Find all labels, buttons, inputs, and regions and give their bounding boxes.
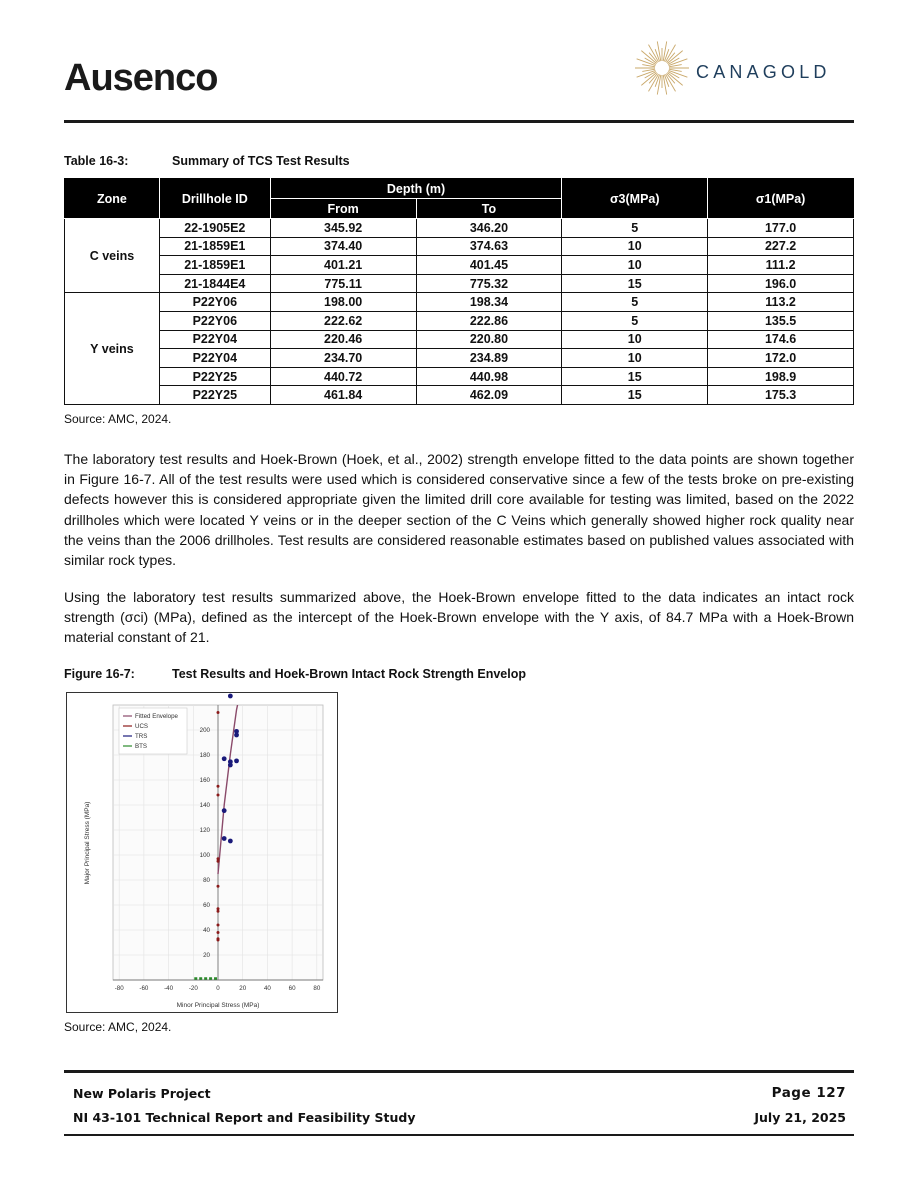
zone-cell: Y veins xyxy=(65,293,160,405)
sunburst-ray xyxy=(663,75,666,95)
sunburst-icon xyxy=(635,41,689,94)
drillhole-cell: 21-1859E1 xyxy=(159,256,270,275)
header-zone: Zone xyxy=(65,179,160,219)
from-cell: 461.84 xyxy=(270,386,416,405)
sigma1-cell: 113.2 xyxy=(708,293,854,312)
header-to: To xyxy=(416,199,562,219)
hoek-brown-chart xyxy=(66,692,338,1013)
ucs-point xyxy=(217,939,220,942)
to-cell: 462.09 xyxy=(416,386,562,405)
paragraph-rock-strength: Using the laboratory test results summarized above, the Hoek-Brown envelope fitted to the data indicates an intact rock strength (σci) (MPa), defined as the intercept of the Hoek-Brown envelope with the Y axis, of 84.7 MPa with a Hoek-Brown material constant of 21. xyxy=(64,589,854,646)
sigma1-cell: 227.2 xyxy=(708,237,854,256)
sigma1-cell: 111.2 xyxy=(708,256,854,275)
bts-point xyxy=(199,977,202,980)
drillhole-cell: P22Y06 xyxy=(159,293,270,312)
trs-point xyxy=(222,808,227,813)
drillhole-cell: P22Y06 xyxy=(159,311,270,330)
x-tick-label: -60 xyxy=(139,985,149,992)
to-cell: 234.89 xyxy=(416,349,562,368)
sunburst-ray xyxy=(657,41,660,61)
y-tick-label: 20 xyxy=(203,952,210,959)
ucs-point xyxy=(217,910,220,913)
drillhole-cell: P22Y04 xyxy=(159,349,270,368)
bts-point xyxy=(204,977,207,980)
legend-label: TRS xyxy=(135,733,148,741)
ucs-point xyxy=(217,885,220,888)
y-tick-label: 100 xyxy=(199,852,210,859)
drillhole-cell: 22-1905E2 xyxy=(159,219,270,238)
from-cell: 220.46 xyxy=(270,330,416,349)
x-tick-label: 40 xyxy=(263,985,271,992)
y-tick-label: 60 xyxy=(203,902,210,909)
ucs-point xyxy=(217,860,220,863)
header-rule xyxy=(64,120,854,123)
drillhole-cell: P22Y04 xyxy=(159,330,270,349)
x-tick-label: -20 xyxy=(188,985,198,992)
x-tick-label: 20 xyxy=(239,985,247,992)
x-tick-label: 60 xyxy=(288,985,296,992)
table-row xyxy=(65,349,854,368)
y-tick-label: 200 xyxy=(199,727,210,734)
legend-label: BTS xyxy=(135,743,148,751)
drillhole-cell: P22Y25 xyxy=(159,386,270,405)
to-cell: 440.98 xyxy=(416,367,562,386)
header-from: From xyxy=(270,199,416,219)
sigma3-cell: 5 xyxy=(562,311,708,330)
legend-label: Fitted Envelope xyxy=(135,713,178,721)
bts-point xyxy=(214,977,217,980)
figure-source: Source: AMC, 2024. xyxy=(64,1020,172,1034)
drillhole-cell: P22Y25 xyxy=(159,367,270,386)
sigma1-cell: 177.0 xyxy=(708,219,854,238)
footer-report: NI 43-101 Technical Report and Feasibility Study xyxy=(73,1110,416,1125)
sigma1-cell: 196.0 xyxy=(708,274,854,293)
sigma1-cell: 174.6 xyxy=(708,330,854,349)
ucs-point xyxy=(217,794,220,797)
header-sigma1: σ1(MPa) xyxy=(708,179,854,219)
ucs-point xyxy=(217,924,220,927)
to-cell: 401.45 xyxy=(416,256,562,275)
drillhole-cell: 21-1844E4 xyxy=(159,274,270,293)
to-cell: 346.20 xyxy=(416,219,562,238)
header-sigma3: σ3(MPa) xyxy=(562,179,708,219)
sigma3-cell: 10 xyxy=(562,330,708,349)
tcs-results-table xyxy=(64,178,854,405)
footer-rule-bottom xyxy=(64,1134,854,1136)
legend-label: UCS xyxy=(135,723,149,731)
from-cell: 775.11 xyxy=(270,274,416,293)
sigma1-cell: 172.0 xyxy=(708,349,854,368)
bts-point xyxy=(194,977,197,980)
chart-xlabel: Minor Principal Stress (MPa) xyxy=(176,1002,260,1009)
table-row xyxy=(65,386,854,405)
table-caption-title: Summary of TCS Test Results xyxy=(172,154,350,168)
to-cell: 198.34 xyxy=(416,293,562,312)
sigma3-cell: 5 xyxy=(562,293,708,312)
from-cell: 198.00 xyxy=(270,293,416,312)
to-cell: 775.32 xyxy=(416,274,562,293)
sigma3-cell: 15 xyxy=(562,274,708,293)
canagold-logo-text: CANAGOLD xyxy=(696,62,831,82)
from-cell: 401.21 xyxy=(270,256,416,275)
figure-caption xyxy=(64,667,526,681)
sunburst-ray xyxy=(657,75,660,95)
from-cell: 345.92 xyxy=(270,219,416,238)
table-row xyxy=(65,293,854,312)
sigma3-cell: 10 xyxy=(562,237,708,256)
y-tick-label: 160 xyxy=(199,777,210,784)
y-tick-label: 180 xyxy=(199,752,210,759)
footer-project: New Polaris Project xyxy=(73,1086,211,1101)
x-tick-label: 0 xyxy=(216,985,220,992)
x-tick-label: -40 xyxy=(164,985,174,992)
ucs-point xyxy=(217,931,220,934)
sigma3-cell: 5 xyxy=(562,219,708,238)
sigma3-cell: 15 xyxy=(562,386,708,405)
y-tick-label: 80 xyxy=(203,877,210,884)
table-row xyxy=(65,219,854,238)
y-tick-label: 40 xyxy=(203,927,210,934)
from-cell: 234.70 xyxy=(270,349,416,368)
sigma1-cell: 175.3 xyxy=(708,386,854,405)
table-row xyxy=(65,367,854,386)
from-cell: 222.62 xyxy=(270,311,416,330)
sigma1-cell: 135.5 xyxy=(708,311,854,330)
trs-point xyxy=(222,756,227,761)
sunburst-ray xyxy=(663,41,666,61)
y-tick-label: 140 xyxy=(199,802,210,809)
table-row xyxy=(65,256,854,275)
canagold-logo xyxy=(632,38,852,98)
sigma3-cell: 15 xyxy=(562,367,708,386)
ucs-point xyxy=(217,785,220,788)
figure-caption-number: Figure 16-7: xyxy=(64,667,135,681)
footer-rule-top xyxy=(64,1070,854,1073)
from-cell: 374.40 xyxy=(270,237,416,256)
trs-point xyxy=(234,758,239,763)
trs-point xyxy=(228,763,233,768)
chart-legend xyxy=(119,708,187,754)
table-row xyxy=(65,311,854,330)
chart-svg xyxy=(67,693,339,1014)
trs-point xyxy=(228,694,233,699)
trs-point xyxy=(228,839,233,844)
page-header xyxy=(0,0,918,124)
ausenco-logo-text: Ausenco xyxy=(64,57,218,99)
header-drillhole: Drillhole ID xyxy=(159,179,270,219)
table-caption xyxy=(64,154,350,168)
footer-date: July 21, 2025 xyxy=(754,1110,846,1125)
figure-caption-title: Test Results and Hoek-Brown Intact Rock Strength Envelop xyxy=(172,667,526,681)
drillhole-cell: 21-1859E1 xyxy=(159,237,270,256)
chart-ylabel: Major Principal Stress (MPa) xyxy=(84,801,91,885)
table-row xyxy=(65,274,854,293)
footer-page: Page 127 xyxy=(771,1085,846,1101)
table-caption-number: Table 16-3: xyxy=(64,154,129,168)
x-tick-label: 80 xyxy=(313,985,321,992)
sigma3-cell: 10 xyxy=(562,256,708,275)
table-row xyxy=(65,330,854,349)
bts-point xyxy=(209,977,212,980)
ausenco-logo xyxy=(64,52,244,100)
sigma1-cell: 198.9 xyxy=(708,367,854,386)
header-depth: Depth (m) xyxy=(270,179,562,199)
x-tick-label: -80 xyxy=(114,985,124,992)
table-row xyxy=(65,237,854,256)
to-cell: 220.80 xyxy=(416,330,562,349)
to-cell: 222.86 xyxy=(416,311,562,330)
ucs-point xyxy=(217,711,220,714)
trs-point xyxy=(234,729,239,734)
paragraph-lab-results: The laboratory test results and Hoek-Brown (Hoek, et al., 2002) strength envelope fitted to the data points are shown together in Figure 16-7. All of the test results were used which is considered conservative since a few of the tests broke on pre-existing defects however this is considered appropriate given the limited drill core available for testing was limited, based on the 2022 drillholes which were located Y veins or in the deeper section of the C Veins which generally showed higher rock quality near the veins than the 2006 drillholes. Test results are considered reasonable estimates based on published values associated with similar rock types. xyxy=(64,451,854,569)
table-source: Source: AMC, 2024. xyxy=(64,412,172,426)
y-tick-label: 120 xyxy=(199,827,210,834)
to-cell: 374.63 xyxy=(416,237,562,256)
trs-point xyxy=(222,836,227,841)
sigma3-cell: 10 xyxy=(562,349,708,368)
zone-cell: C veins xyxy=(65,219,160,293)
from-cell: 440.72 xyxy=(270,367,416,386)
